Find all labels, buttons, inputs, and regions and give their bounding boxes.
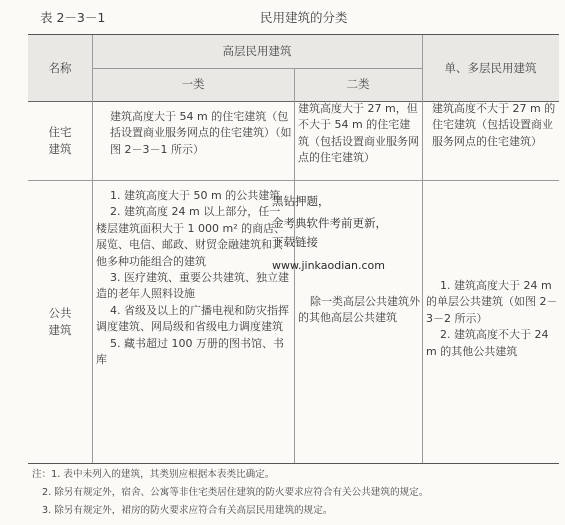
watermark-url: www.jinkaodian.com xyxy=(272,259,385,272)
public-class1-item: 3. 医疗建筑、重要公共建筑、独立建造的老年人照料设施 xyxy=(96,271,289,301)
residential-class2 xyxy=(298,101,420,167)
table-number: 表 2－3－1 xyxy=(40,10,106,25)
note-line: 注：1. 表中未列入的建筑，其类别应根据本表类比确定。 xyxy=(32,469,275,480)
public-class1-item: 1. 建筑高度大于 50 m 的公共建筑 xyxy=(110,189,281,202)
table-caption xyxy=(0,8,565,26)
table-title: 民用建筑的分类 xyxy=(260,10,348,25)
header-class1 xyxy=(92,68,294,101)
public-class1 xyxy=(96,188,291,368)
watermark-line: 金考典软件考前更新， xyxy=(272,216,387,230)
header-high-rise-label: 高层民用建筑 xyxy=(222,44,292,59)
header-single-multi xyxy=(422,35,559,101)
row-label-public xyxy=(28,180,92,463)
residential-class1 xyxy=(96,109,292,158)
public-single-multi-item: 2. 建筑高度不大于 24 m 的其他公共建筑 xyxy=(426,328,549,358)
watermark-text xyxy=(272,193,387,274)
classification-table xyxy=(28,34,559,464)
watermark-line: 黑钻押题， xyxy=(272,194,330,208)
grid-line xyxy=(92,68,422,69)
header-class1-label: 一类 xyxy=(181,77,205,92)
header-single-multi-label: 单、多层民用建筑 xyxy=(444,60,537,75)
residential-class1-text: 建筑高度大于 54 m 的住宅建筑（包括设置商业服务网点的住宅建筑）（如图 2－3－1 所示） xyxy=(110,110,292,156)
public-class1-item: 5. 藏书超过 100 万册的图书馆、书库 xyxy=(96,336,284,367)
header-class2 xyxy=(294,68,422,101)
header-class2-label: 二类 xyxy=(346,77,370,92)
grid-line xyxy=(92,35,93,463)
table-notes xyxy=(32,466,562,520)
public-class2 xyxy=(298,294,420,327)
row-label-line: 建筑 xyxy=(48,322,72,337)
header-name-label: 名称 xyxy=(48,60,72,75)
public-class2-text: 除一类高层公共建筑外的其他高层公共建筑 xyxy=(298,295,420,325)
header-name xyxy=(28,35,92,101)
grid-line xyxy=(422,35,423,463)
public-class1-item: 4. 省级及以上的广播电视和防灾指挥调度建筑、网局级和省级电力调度建筑 xyxy=(96,303,289,334)
header-high-rise xyxy=(92,35,422,68)
row-label-line: 住宅 xyxy=(48,125,72,140)
residential-single-multi-text: 建筑高度不大于 27 m 的住宅建筑（包括设置商业服务网点的住宅建筑） xyxy=(432,102,556,148)
public-single-multi-item: 1. 建筑高度大于 24 m 的单层公共建筑（如图 2－3－2 所示） xyxy=(426,279,558,325)
residential-single-multi xyxy=(426,101,557,150)
row-label-residential xyxy=(28,101,92,180)
public-class1-item: 2. 建筑高度 24 m 以上部分，任一楼层建筑面积大于 1 000 m² 的商店、展览、电信、邮政、财贸金融建筑和其他多种功能组合的建筑 xyxy=(96,205,286,268)
row-label-line: 建筑 xyxy=(48,141,72,156)
residential-class2-text: 建筑高度大于 27 m，但不大于 54 m 的住宅建筑（包括设置商业服务网点的住宅建筑） xyxy=(298,102,419,165)
note-line: 2. 除另有规定外，宿舍、公寓等非住宅类居住建筑的防火要求应符合有关公共建筑的规定。 xyxy=(42,487,429,498)
watermark-line: 下载链接 xyxy=(272,235,318,249)
public-single-multi xyxy=(426,278,558,360)
row-label-line: 公共 xyxy=(48,306,72,321)
note-line: 3. 除另有规定外，裙房的防火要求应符合有关高层民用建筑的规定。 xyxy=(42,505,333,516)
